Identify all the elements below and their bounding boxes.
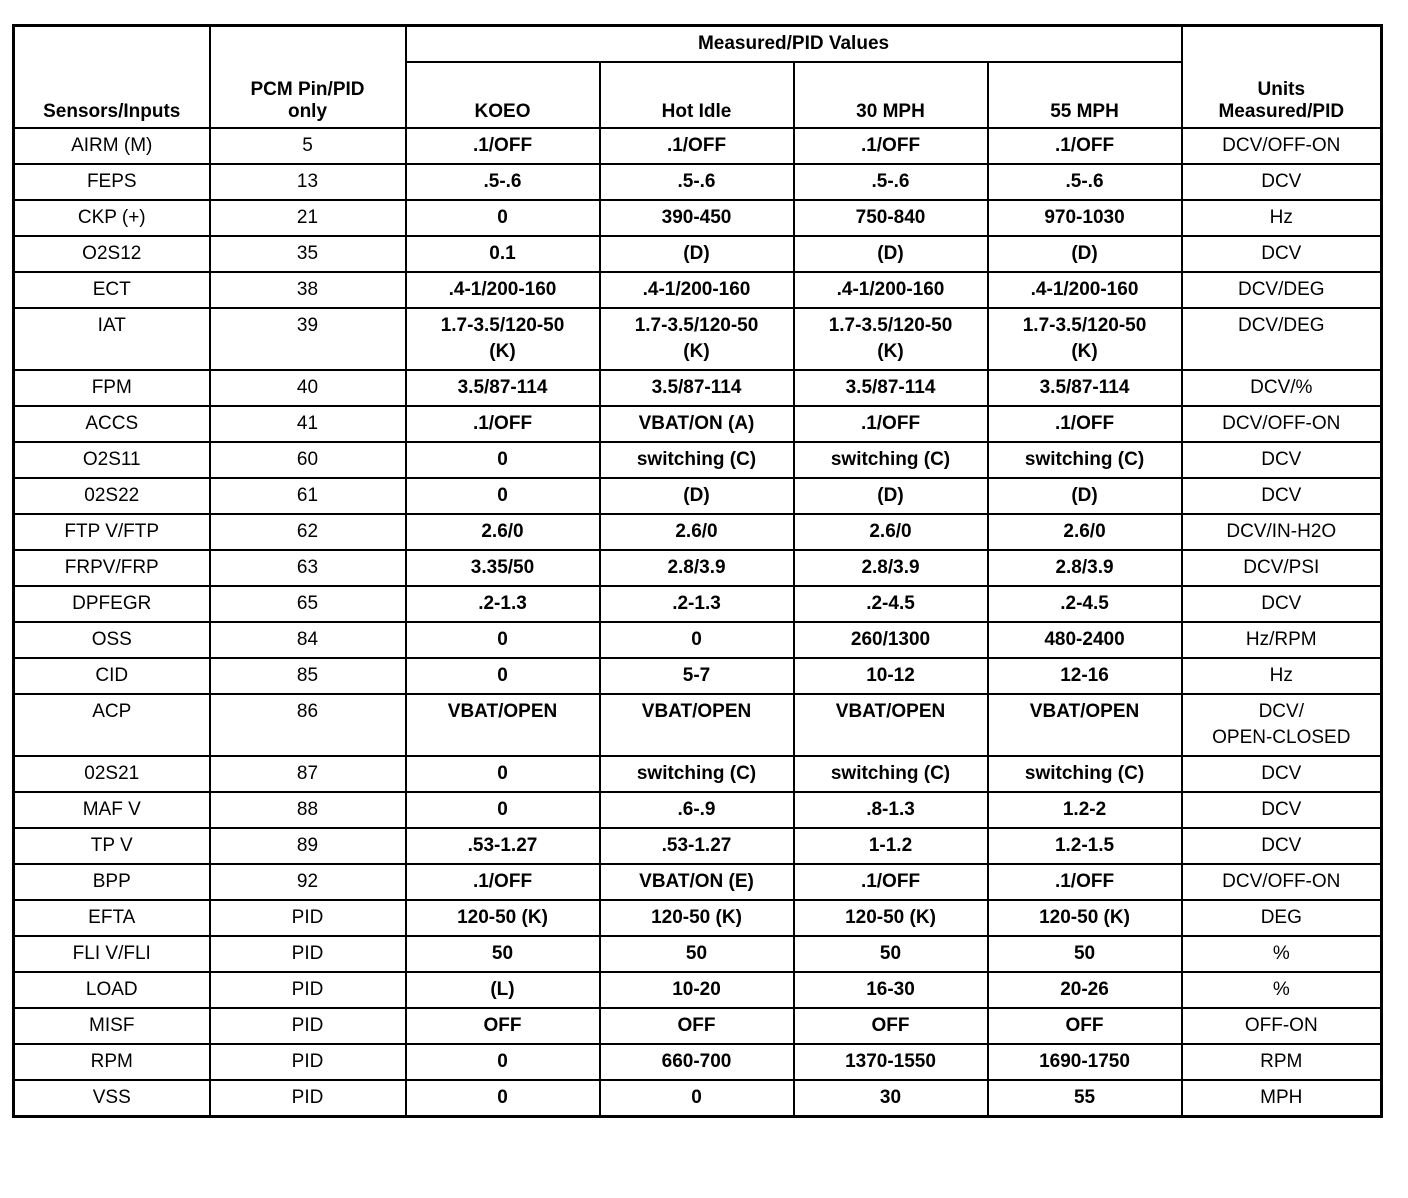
table-row [14,586,1382,622]
table-row [14,900,1382,936]
cell-hot-idle: .5-.6 [600,164,794,200]
cell-koeo: .4-1/200-160 [406,272,600,308]
cell-sensor: FTP V/FTP [14,514,210,550]
cell-30-mph: .4-1/200-160 [794,272,988,308]
cell-sensor: BPP [14,864,210,900]
cell-55-mph: 480-2400 [988,622,1182,658]
cell-hot-idle: OFF [600,1008,794,1044]
cell-30-mph: 2.6/0 [794,514,988,550]
cell-sensor: RPM [14,1044,210,1080]
cell-55-mph: VBAT/OPEN [988,694,1182,756]
cell-30-mph: OFF [794,1008,988,1044]
cell-55-mph: 2.6/0 [988,514,1182,550]
cell-hot-idle: 660-700 [600,1044,794,1080]
cell-units: DCV [1182,236,1382,272]
cell-hot-idle: 3.5/87-114 [600,370,794,406]
cell-30-mph: 1-1.2 [794,828,988,864]
cell-koeo: 3.35/50 [406,550,600,586]
table-row [14,308,1382,370]
table-row [14,828,1382,864]
cell-pcm-pin: 5 [210,128,406,164]
cell-pcm-pin: 62 [210,514,406,550]
cell-55-mph: .4-1/200-160 [988,272,1182,308]
cell-hot-idle: .53-1.27 [600,828,794,864]
cell-30-mph: (D) [794,236,988,272]
cell-sensor: TP V [14,828,210,864]
cell-koeo: 120-50 (K) [406,900,600,936]
cell-55-mph: .1/OFF [988,864,1182,900]
cell-units: DCV/OFF-ON [1182,128,1382,164]
cell-hot-idle: 5-7 [600,658,794,694]
cell-koeo: .2-1.3 [406,586,600,622]
cell-30-mph: .5-.6 [794,164,988,200]
cell-pcm-pin: 86 [210,694,406,756]
cell-hot-idle: 10-20 [600,972,794,1008]
cell-hot-idle: 2.8/3.9 [600,550,794,586]
cell-hot-idle: 0 [600,622,794,658]
cell-sensor: ACP [14,694,210,756]
table-row [14,514,1382,550]
cell-pcm-pin: 63 [210,550,406,586]
cell-koeo: 2.6/0 [406,514,600,550]
cell-sensor: 02S22 [14,478,210,514]
cell-pcm-pin: PID [210,900,406,936]
table-row [14,1044,1382,1080]
cell-hot-idle: 390-450 [600,200,794,236]
cell-hot-idle: 0 [600,1080,794,1117]
cell-pcm-pin: 41 [210,406,406,442]
cell-sensor: O2S11 [14,442,210,478]
cell-koeo: 0 [406,478,600,514]
table-row [14,236,1382,272]
cell-pcm-pin: 84 [210,622,406,658]
cell-55-mph: 970-1030 [988,200,1182,236]
cell-30-mph: .1/OFF [794,406,988,442]
cell-pcm-pin: 35 [210,236,406,272]
cell-55-mph: .1/OFF [988,406,1182,442]
cell-hot-idle: 120-50 (K) [600,900,794,936]
cell-koeo: VBAT/OPEN [406,694,600,756]
table-row [14,128,1382,164]
cell-hot-idle: 2.6/0 [600,514,794,550]
cell-55-mph: switching (C) [988,756,1182,792]
cell-30-mph: VBAT/OPEN [794,694,988,756]
cell-hot-idle: .4-1/200-160 [600,272,794,308]
cell-30-mph: .2-4.5 [794,586,988,622]
cell-30-mph: 750-840 [794,200,988,236]
cell-30-mph: 120-50 (K) [794,900,988,936]
cell-units: Hz [1182,200,1382,236]
cell-units: DCV [1182,586,1382,622]
cell-koeo: 50 [406,936,600,972]
table-body [14,128,1382,1117]
cell-koeo: 0 [406,442,600,478]
cell-pcm-pin: 13 [210,164,406,200]
cell-koeo: .53-1.27 [406,828,600,864]
cell-55-mph: 55 [988,1080,1182,1117]
cell-hot-idle: 1.7-3.5/120-50 (K) [600,308,794,370]
cell-koeo: 0 [406,1044,600,1080]
table-row [14,478,1382,514]
cell-pcm-pin: PID [210,936,406,972]
cell-units: % [1182,972,1382,1008]
cell-pcm-pin: PID [210,1008,406,1044]
cell-30-mph: 30 [794,1080,988,1117]
cell-hot-idle: VBAT/OPEN [600,694,794,756]
cell-units: DCV [1182,792,1382,828]
table-row [14,1008,1382,1044]
table-row [14,442,1382,478]
cell-units: Hz/RPM [1182,622,1382,658]
cell-55-mph: (D) [988,236,1182,272]
cell-units: DCV [1182,756,1382,792]
cell-koeo: 1.7-3.5/120-50 (K) [406,308,600,370]
cell-30-mph: 260/1300 [794,622,988,658]
cell-pcm-pin: 39 [210,308,406,370]
table-row [14,200,1382,236]
cell-pcm-pin: 85 [210,658,406,694]
cell-30-mph: 10-12 [794,658,988,694]
table-row [14,972,1382,1008]
cell-koeo: 0 [406,200,600,236]
table-row [14,864,1382,900]
cell-30-mph: 1.7-3.5/120-50 (K) [794,308,988,370]
cell-pcm-pin: 87 [210,756,406,792]
table-row [14,936,1382,972]
table-row [14,792,1382,828]
cell-pcm-pin: 88 [210,792,406,828]
pid-values-table [12,24,1383,1118]
cell-30-mph: switching (C) [794,756,988,792]
cell-hot-idle: VBAT/ON (E) [600,864,794,900]
table-row [14,658,1382,694]
cell-sensor: MAF V [14,792,210,828]
table-row [14,622,1382,658]
cell-koeo: .5-.6 [406,164,600,200]
cell-30-mph: 50 [794,936,988,972]
table-row [14,406,1382,442]
cell-units: DCV/% [1182,370,1382,406]
cell-sensor: FPM [14,370,210,406]
cell-sensor: FRPV/FRP [14,550,210,586]
cell-pcm-pin: 92 [210,864,406,900]
cell-pcm-pin: PID [210,1044,406,1080]
cell-55-mph: 2.8/3.9 [988,550,1182,586]
cell-units: DCV [1182,828,1382,864]
cell-30-mph: 3.5/87-114 [794,370,988,406]
cell-sensor: DPFEGR [14,586,210,622]
cell-55-mph: 50 [988,936,1182,972]
cell-55-mph: switching (C) [988,442,1182,478]
table-row [14,550,1382,586]
cell-hot-idle: .6-.9 [600,792,794,828]
cell-sensor: IAT [14,308,210,370]
cell-sensor: O2S12 [14,236,210,272]
cell-units: RPM [1182,1044,1382,1080]
cell-55-mph: (D) [988,478,1182,514]
cell-30-mph: switching (C) [794,442,988,478]
cell-koeo: 0 [406,658,600,694]
cell-55-mph: .5-.6 [988,164,1182,200]
cell-sensor: LOAD [14,972,210,1008]
table-row [14,370,1382,406]
header-measured-group: Measured/PID Values [406,26,1182,63]
cell-55-mph: 12-16 [988,658,1182,694]
cell-sensor: FLI V/FLI [14,936,210,972]
cell-55-mph: .2-4.5 [988,586,1182,622]
cell-pcm-pin: PID [210,972,406,1008]
cell-sensor: EFTA [14,900,210,936]
table-row [14,164,1382,200]
cell-koeo: 3.5/87-114 [406,370,600,406]
cell-units: OFF-ON [1182,1008,1382,1044]
cell-units: DCV/PSI [1182,550,1382,586]
cell-koeo: 0 [406,1080,600,1117]
cell-55-mph: 1690-1750 [988,1044,1182,1080]
cell-pcm-pin: 65 [210,586,406,622]
header-hot-idle: Hot Idle [600,62,794,128]
table-row [14,756,1382,792]
header-pcm-pin: PCM Pin/PID only [210,26,406,129]
cell-pcm-pin: 61 [210,478,406,514]
cell-sensor: ECT [14,272,210,308]
cell-55-mph: OFF [988,1008,1182,1044]
cell-30-mph: 16-30 [794,972,988,1008]
cell-pcm-pin: 40 [210,370,406,406]
cell-hot-idle: VBAT/ON (A) [600,406,794,442]
cell-30-mph: .1/OFF [794,864,988,900]
cell-koeo: .1/OFF [406,406,600,442]
cell-sensor: AIRM (M) [14,128,210,164]
cell-koeo: 0 [406,622,600,658]
cell-hot-idle: (D) [600,236,794,272]
cell-units: DCV/OFF-ON [1182,864,1382,900]
cell-30-mph: 1370-1550 [794,1044,988,1080]
cell-hot-idle: switching (C) [600,756,794,792]
table-row [14,1080,1382,1117]
cell-55-mph: 3.5/87-114 [988,370,1182,406]
cell-30-mph: .1/OFF [794,128,988,164]
cell-koeo: OFF [406,1008,600,1044]
cell-pcm-pin: 60 [210,442,406,478]
cell-55-mph: 1.2-1.5 [988,828,1182,864]
cell-units: DCV [1182,478,1382,514]
cell-units: DCV/DEG [1182,272,1382,308]
cell-sensor: FEPS [14,164,210,200]
header-sensors: Sensors/Inputs [14,26,210,129]
cell-hot-idle: .1/OFF [600,128,794,164]
header-units: Units Measured/PID [1182,26,1382,129]
cell-koeo: .1/OFF [406,864,600,900]
cell-koeo: .1/OFF [406,128,600,164]
cell-units: DCV/ OPEN-CLOSED [1182,694,1382,756]
cell-sensor: VSS [14,1080,210,1117]
cell-hot-idle: switching (C) [600,442,794,478]
cell-pcm-pin: PID [210,1080,406,1117]
header-55-mph: 55 MPH [988,62,1182,128]
cell-55-mph: 1.2-2 [988,792,1182,828]
cell-pcm-pin: 21 [210,200,406,236]
cell-55-mph: 120-50 (K) [988,900,1182,936]
cell-sensor: MISF [14,1008,210,1044]
cell-pcm-pin: 89 [210,828,406,864]
cell-30-mph: .8-1.3 [794,792,988,828]
cell-hot-idle: .2-1.3 [600,586,794,622]
cell-30-mph: (D) [794,478,988,514]
cell-hot-idle: (D) [600,478,794,514]
cell-koeo: 0 [406,792,600,828]
cell-sensor: 02S21 [14,756,210,792]
cell-units: DCV [1182,164,1382,200]
table-header [14,26,1382,129]
cell-units: DCV [1182,442,1382,478]
cell-sensor: CKP (+) [14,200,210,236]
cell-units: DCV/IN-H2O [1182,514,1382,550]
cell-units: Hz [1182,658,1382,694]
cell-sensor: CID [14,658,210,694]
cell-pcm-pin: 38 [210,272,406,308]
header-30-mph: 30 MPH [794,62,988,128]
cell-units: % [1182,936,1382,972]
cell-koeo: 0 [406,756,600,792]
cell-sensor: ACCS [14,406,210,442]
cell-sensor: OSS [14,622,210,658]
cell-55-mph: 1.7-3.5/120-50 (K) [988,308,1182,370]
cell-30-mph: 2.8/3.9 [794,550,988,586]
cell-hot-idle: 50 [600,936,794,972]
cell-units: DCV/OFF-ON [1182,406,1382,442]
cell-koeo: 0.1 [406,236,600,272]
cell-units: MPH [1182,1080,1382,1117]
header-koeo: KOEO [406,62,600,128]
cell-55-mph: 20-26 [988,972,1182,1008]
cell-55-mph: .1/OFF [988,128,1182,164]
table-row [14,272,1382,308]
table-row [14,694,1382,756]
cell-units: DEG [1182,900,1382,936]
cell-koeo: (L) [406,972,600,1008]
cell-units: DCV/DEG [1182,308,1382,370]
